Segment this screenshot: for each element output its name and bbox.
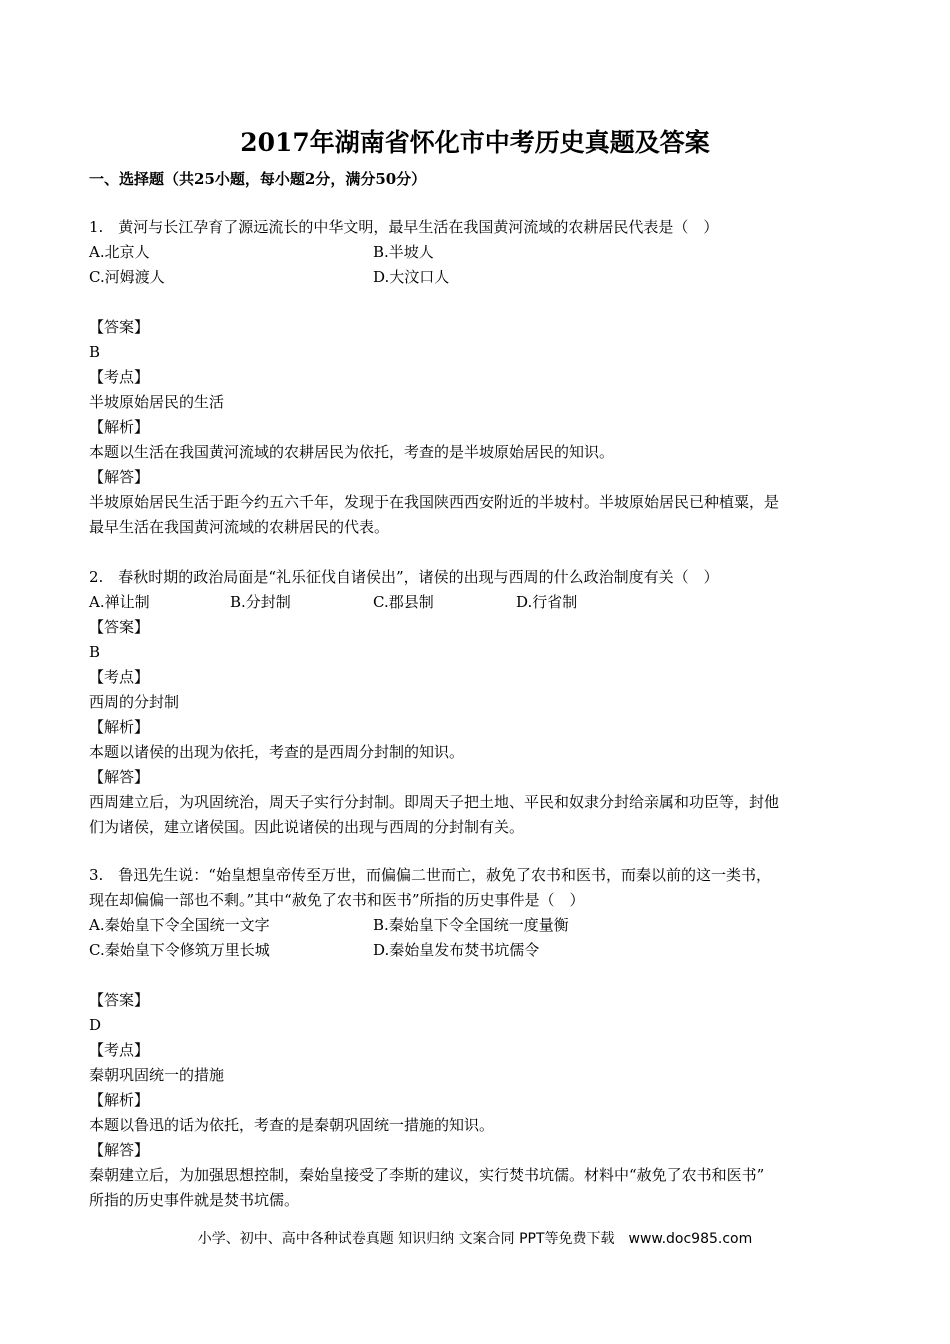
q2-stem: 2. 春秋时期的政治局面是“礼乐征伐自诸侯出”，诸侯的出现与西周的什么政治制度有关（ ） (89, 568, 719, 586)
q3-option-c: C.秦始皇下令修筑万里长城 (89, 941, 270, 959)
q2-point: 西周的分封制 (89, 693, 180, 711)
q1-option-b: B.半坡人 (373, 243, 434, 261)
q1-solution-line-1: 半坡原始居民生活于距今约五六千年，发现于在我国陕西西安附近的半坡村。半坡原始居民已种植粟，是 (89, 493, 780, 511)
q1-answer: B (89, 343, 101, 361)
q1-analysis-label: 【解析】 (89, 418, 150, 436)
q1-option-d: D.大汶口人 (373, 268, 450, 286)
q3-answer: D (89, 1016, 102, 1034)
q3-solution-line-2: 所指的历史事件就是焚书坑儒。 (89, 1191, 300, 1209)
q3-point: 秦朝巩固统一的措施 (89, 1066, 225, 1084)
q3-option-b: B.秦始皇下令全国统一度量衡 (373, 916, 569, 934)
q2-option-b: B.分封制 (230, 593, 291, 611)
q2-answer-label: 【答案】 (89, 618, 150, 636)
q1-point-label: 【考点】 (89, 368, 150, 386)
q1-solution-label: 【解答】 (89, 468, 150, 486)
q2-solution-line-2: 们为诸侯，建立诸侯国。因此说诸侯的出现与西周的分封制有关。 (89, 818, 525, 836)
q2-solution-label: 【解答】 (89, 768, 150, 786)
q3-option-d: D.秦始皇发布焚书坑儒令 (373, 941, 540, 959)
q1-analysis: 本题以生活在我国黄河流域的农耕居民为依托，考查的是半坡原始居民的知识。 (89, 443, 615, 461)
q3-stem-line-1: 3. 鲁迅先生说：“始皇想皇帝传至万世，而偏偏二世而亡，赦免了农书和医书，而秦以前的这一类书， (89, 866, 771, 884)
q3-solution-label: 【解答】 (89, 1141, 150, 1159)
q2-analysis: 本题以诸侯的出现为依托，考查的是西周分封制的知识。 (89, 743, 465, 761)
q3-option-a: A.秦始皇下令全国统一文字 (89, 916, 270, 934)
q1-answer-label: 【答案】 (89, 318, 150, 336)
q1-solution-line-2: 最早生活在我国黄河流域的农耕居民的代表。 (89, 518, 390, 536)
q3-point-label: 【考点】 (89, 1041, 150, 1059)
q2-point-label: 【考点】 (89, 668, 150, 686)
q2-option-c: C.郡县制 (373, 593, 434, 611)
q3-solution-line-1: 秦朝建立后，为加强思想控制，秦始皇接受了李斯的建议，实行焚书坑儒。材料中“赦免了农书和医书” (89, 1166, 765, 1184)
q2-option-d: D.行省制 (516, 593, 578, 611)
document-title: 2017年湖南省怀化市中考历史真题及答案 (240, 128, 710, 157)
q2-answer: B (89, 643, 101, 661)
q1-stem: 1. 黄河与长江孕育了源远流长的中华文明，最早生活在我国黄河流域的农耕居民代表是（ ） (89, 218, 719, 236)
q1-point: 半坡原始居民的生活 (89, 393, 225, 411)
q3-analysis: 本题以鲁迅的话为依托，考查的是秦朝巩固统一措施的知识。 (89, 1116, 495, 1134)
q1-option-c: C.河姆渡人 (89, 268, 165, 286)
q3-stem-line-2: 现在却偏偏一部也不剩。”其中“赦免了农书和医书”所指的历史事件是（ ） (89, 891, 585, 909)
q2-solution-line-1: 西周建立后，为巩固统治，周天子实行分封制。即周天子把土地、平民和奴隶分封给亲属和功臣等，封他 (89, 793, 780, 811)
q3-analysis-label: 【解析】 (89, 1091, 150, 1109)
q3-answer-label: 【答案】 (89, 991, 150, 1009)
page-footer: 小学、初中、高中各种试卷真题 知识归纳 文案合同 PPT等免费下载 www.doc985.com (197, 1231, 753, 1247)
q2-option-a: A.禅让制 (89, 593, 150, 611)
q2-analysis-label: 【解析】 (89, 718, 150, 736)
q1-option-a: A.北京人 (89, 243, 150, 261)
section-heading: 一、选择题（共25小题，每小题2分，满分50分） (89, 170, 427, 188)
